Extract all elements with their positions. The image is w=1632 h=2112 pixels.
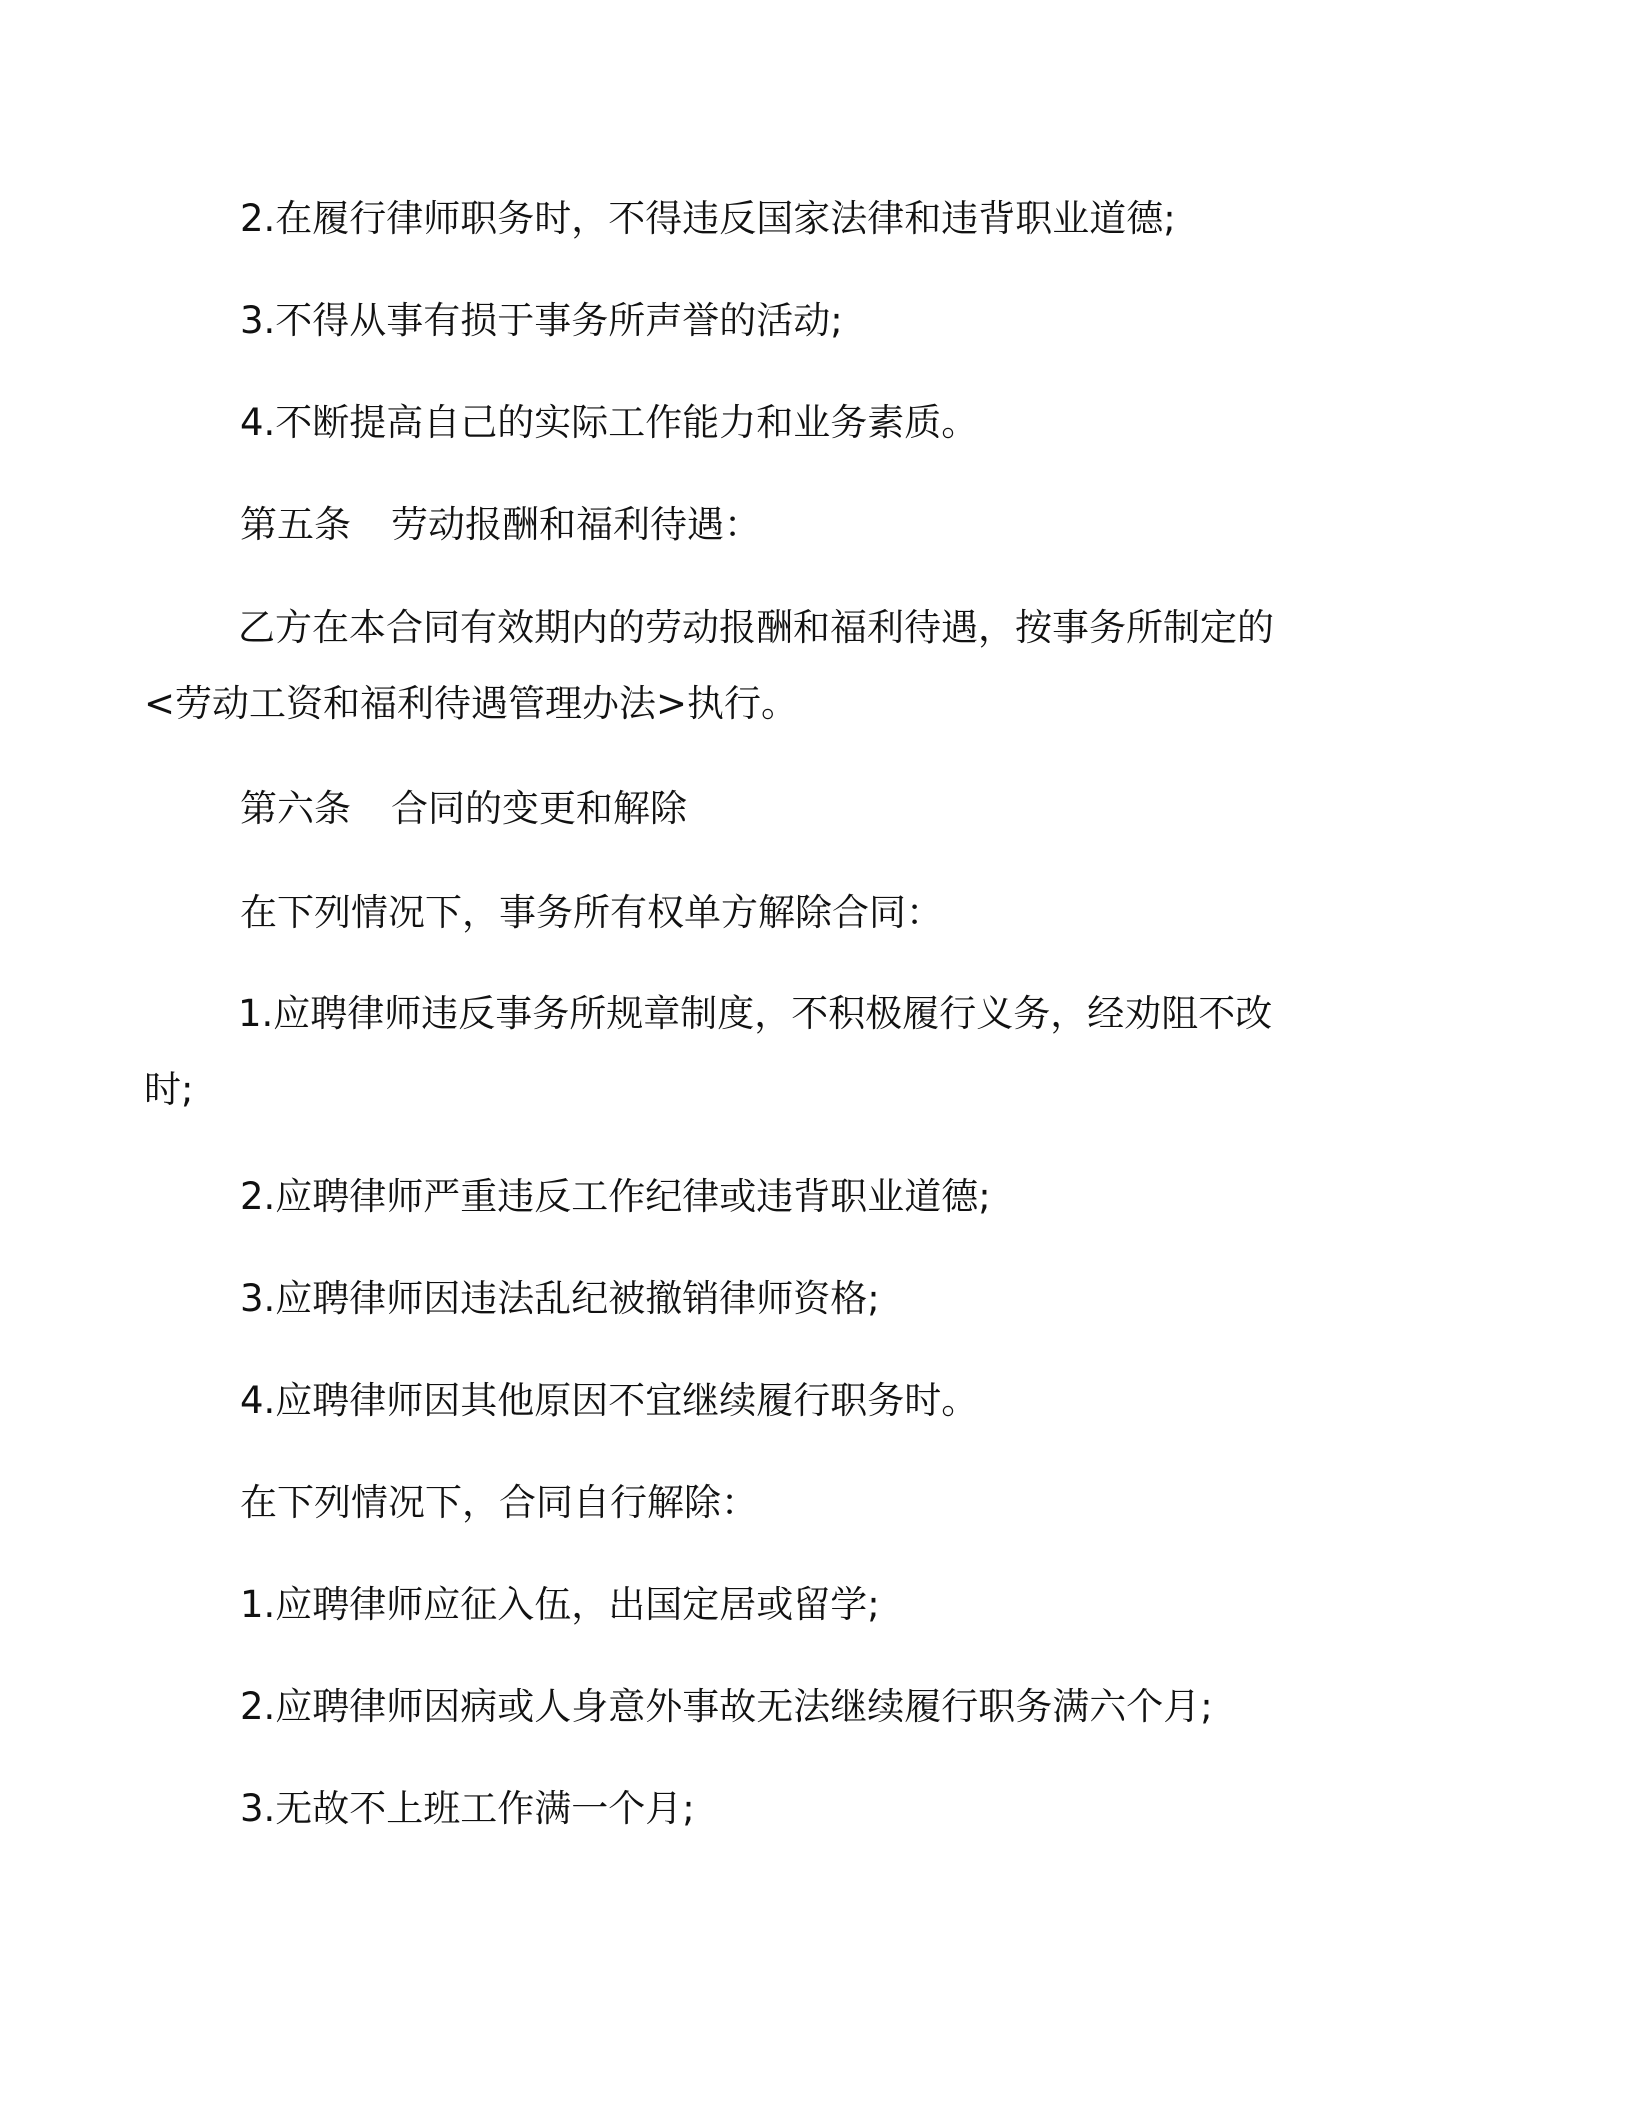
paragraph-text: 1.应聘律师违反事务所规章制度，不积极履行义务，经劝阻不改时;	[144, 992, 1273, 1111]
paragraph-auto-termination-1	[240, 1583, 1390, 1626]
paragraph-termination-3	[240, 1277, 1390, 1320]
paragraph-text: 乙方在本合同有效期内的劳动报酬和福利待遇，按事务所制定的<劳动工资和福利待遇管理办法>执行。	[144, 606, 1274, 725]
paragraph-unilateral-termination	[240, 891, 1390, 934]
paragraph-text: 2.应聘律师严重违反工作纪律或违背职业道德;	[240, 1175, 991, 1218]
article-number: 第五条	[240, 503, 351, 546]
paragraph-text: 3.无故不上班工作满一个月;	[240, 1787, 695, 1830]
paragraph-termination-4	[240, 1379, 1390, 1422]
paragraph-automatic-termination	[240, 1481, 1390, 1524]
paragraph-text: 1.应聘律师应征入伍，出国定居或留学;	[240, 1583, 880, 1626]
paragraph-termination-1	[144, 976, 1294, 1128]
paragraph-text: 在下列情况下，合同自行解除：	[240, 1481, 758, 1524]
paragraph-text: 在下列情况下，事务所有权单方解除合同：	[240, 891, 943, 934]
article-title: 合同的变更和解除	[391, 787, 687, 830]
paragraph-text: 3.应聘律师因违法乱纪被撤销律师资格;	[240, 1277, 880, 1320]
paragraph-clause-2	[240, 197, 1390, 240]
paragraph-text: 3.不得从事有损于事务所声誉的活动;	[240, 299, 843, 342]
paragraph-article-5-body	[144, 590, 1294, 742]
paragraph-clause-3	[240, 299, 1390, 342]
article-6-heading	[240, 787, 1390, 830]
paragraph-termination-2	[240, 1175, 1390, 1218]
paragraph-clause-4	[240, 401, 1390, 444]
paragraph-text: 2.在履行律师职务时，不得违反国家法律和违背职业道德;	[240, 197, 1176, 240]
article-5-heading	[240, 503, 1390, 546]
paragraph-text: 2.应聘律师因病或人身意外事故无法继续履行职务满六个月;	[240, 1685, 1213, 1728]
paragraph-auto-termination-3	[240, 1787, 1390, 1830]
article-title: 劳动报酬和福利待遇：	[391, 503, 761, 546]
article-number: 第六条	[240, 787, 351, 830]
paragraph-text: 4.不断提高自己的实际工作能力和业务素质。	[240, 401, 979, 444]
paragraph-text: 4.应聘律师因其他原因不宜继续履行职务时。	[240, 1379, 979, 1422]
paragraph-auto-termination-2	[240, 1685, 1390, 1728]
